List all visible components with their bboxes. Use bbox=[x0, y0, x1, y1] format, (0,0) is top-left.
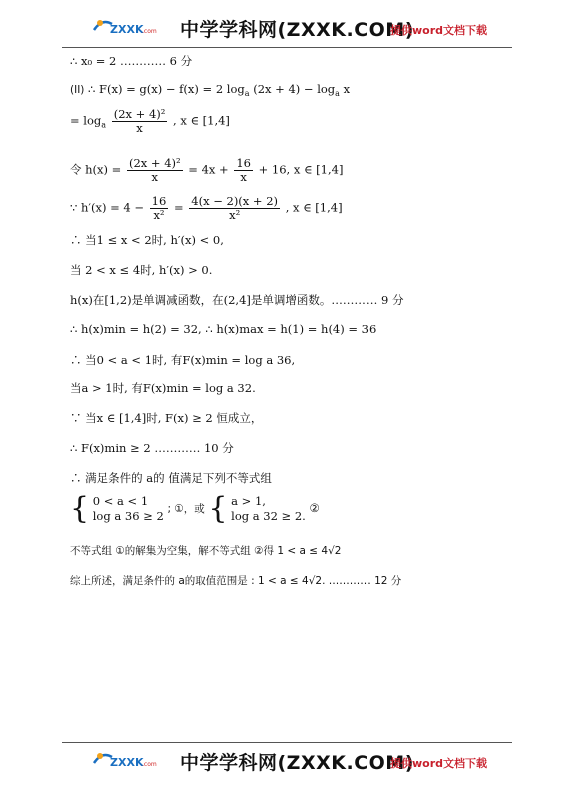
svg-text:ZXXK: ZXXK bbox=[110, 756, 144, 769]
line-solution: 不等式组 ①的解集为空集，解不等式组 ②得 1 < a ≤ 4√2 bbox=[70, 545, 342, 557]
line-min-max: ∴ h(x)min = h(2) = 32, ∴ h(x)max = h(1) = h(4) = 36 bbox=[70, 322, 377, 336]
line-case-a-lt-1: ∴ 当0 < a < 1时, 有F(x)min = log a 36, bbox=[70, 353, 296, 367]
line-conclusion: 综上所述，满足条件的 a的取值范围是 : 1 < a ≤ 4√2. ………… 12 分 bbox=[70, 575, 402, 587]
svg-text:ZXXK: ZXXK bbox=[110, 23, 144, 36]
line-increasing: 当 2 < x ≤ 4时, h′(x) > 0. bbox=[70, 263, 213, 277]
site-title: 中学学科网(ZXXK.COM) bbox=[180, 19, 414, 41]
line-decreasing: ∴ 当1 ≤ x < 2时, h′(x) < 0, bbox=[70, 233, 224, 247]
svg-text:.com: .com bbox=[142, 761, 157, 768]
page-footer bbox=[0, 743, 570, 783]
header-divider bbox=[62, 47, 512, 48]
line-monotonic: h(x)在[1,2)是单调减函数，在(2,4]是单调增函数。………… 9 分 bbox=[70, 293, 404, 307]
line-case-a-gt-1: 当a > 1时, 有F(x)min = log a 32. bbox=[70, 381, 256, 395]
line-F-def: (II) ∴ F(x) = g(x) − f(x) = 2 $\log_a (2x + 4) - \log_a x$ bbox=[70, 82, 351, 98]
line-log-fraction: = $\log_a$ $\frac{\text{(2x + 4)²}}{x}$ , x ∈ [1,4] bbox=[70, 107, 230, 135]
download-link[interactable]: 提供word文档下载 bbox=[390, 24, 488, 37]
line-Fmin: ∴ F(x)min ≥ 2 ………… 10 分 bbox=[70, 441, 234, 455]
zxxk-logo-icon bbox=[92, 749, 162, 771]
zxxk-logo-icon bbox=[92, 16, 162, 38]
line-x0: ∴ x₀ = 2 ………… 6 分 bbox=[70, 54, 193, 68]
line-h-derivative: ∵ h′(x) = 4 − $\frac{16}{\text{x²}}$ = $\frac{4(x - 2)(x + 2)}{\text{x²}}$ , x ∈ [1,4] bbox=[70, 194, 343, 222]
line-h-def: 令 h(x) = $\frac{\text{(2x + 4)²}}{x}$ = 4x + $\frac{16}{x}$ + 16, x ∈ [1,4] bbox=[70, 156, 344, 184]
site-title: 中学学科网(ZXXK.COM) bbox=[180, 752, 414, 774]
download-link[interactable]: 提供word文档下载 bbox=[390, 757, 488, 770]
svg-text:.com: .com bbox=[142, 28, 157, 35]
line-condition: ∵ 当x ∈ [1,4]时, F(x) ≥ 2 恒成立， bbox=[70, 411, 263, 425]
line-inequality-intro: ∴ 满足条件的 a的 值满足下列不等式组 bbox=[70, 471, 272, 485]
line-inequality-systems: { 0 < a < 1 log a 36 ≥ 2 ; ①，或 { a > 1, log a 32 ≥ 2. ② bbox=[70, 491, 320, 526]
page-header bbox=[0, 10, 570, 50]
